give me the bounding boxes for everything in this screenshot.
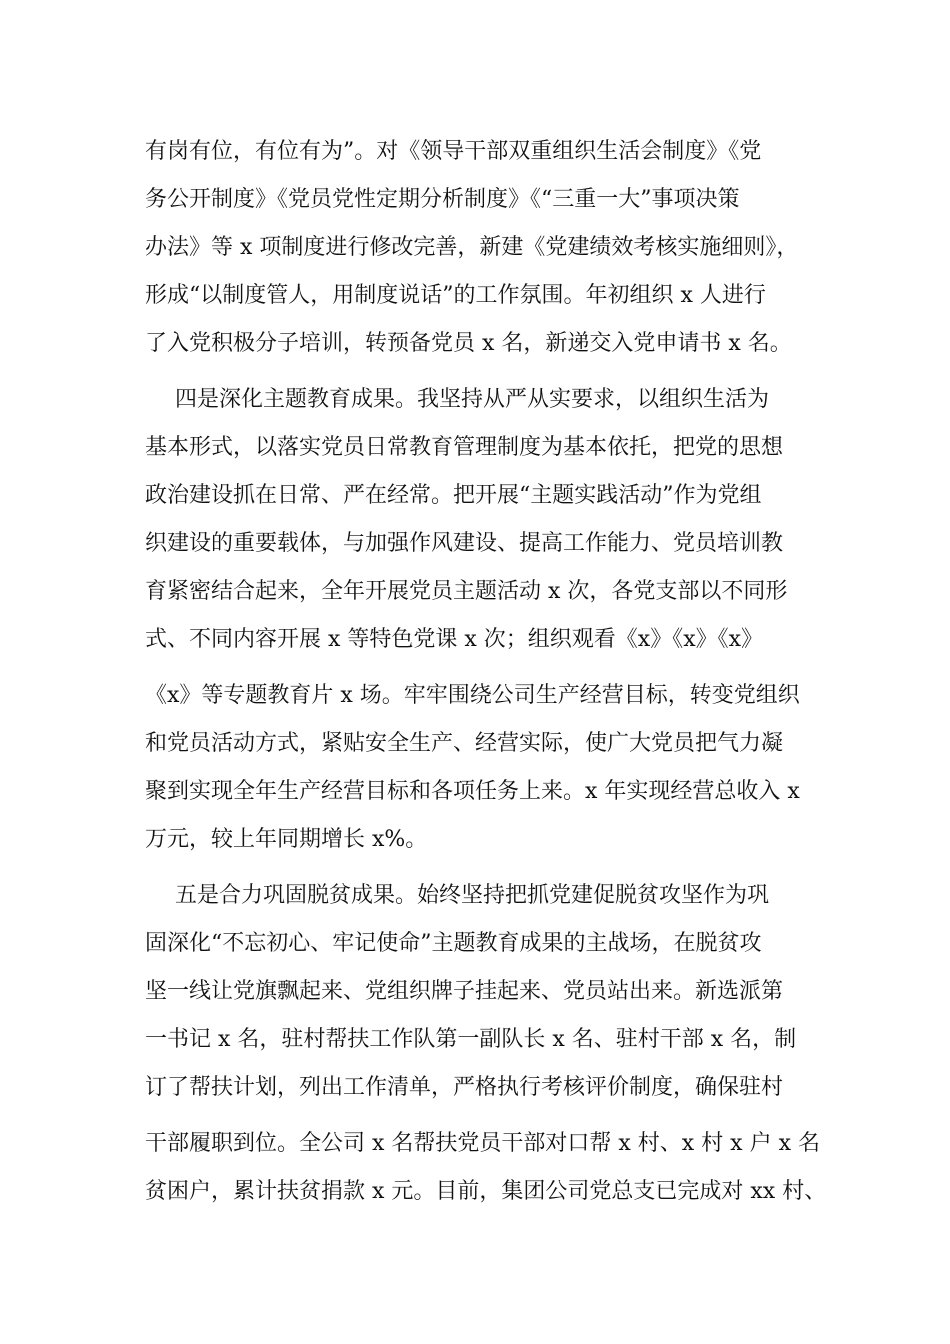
text-line: 坚一线让党旗飘起来、党组织牌子挂起来、党员站出来。新选派第	[145, 979, 784, 1004]
paragraph-start-line: 四是深化主题教育成果。我坚持从严从实要求，以组织生活为	[175, 387, 770, 412]
text-line: 织建设的重要载体，与加强作风建设、提高工作能力、党员培训教	[145, 531, 784, 556]
text-line: 和党员活动方式，紧贴安全生产、经营实际，使广大党员把气力凝	[145, 731, 784, 756]
text-line: 干部履职到位。全公司 x 名帮扶党员干部对口帮 x 村、x 村 x 户 x 名	[145, 1131, 820, 1156]
text-line: 办法》等 x 项制度进行修改完善，新建《党建绩效考核实施细则》，	[145, 235, 799, 260]
text-line: 聚到实现全年生产经营目标和各项任务上来。x 年实现经营总收入 x	[145, 779, 800, 804]
text-line: 了入党积极分子培训，转预备党员 x 名，新递交入党申请书 x 名。	[145, 331, 792, 356]
text-line: 形成“以制度管人，用制度说话”的工作氛围。年初组织 x 人进行	[145, 283, 766, 308]
text-line: 订了帮扶计划，列出工作清单，严格执行考核评价制度，确保驻村	[145, 1075, 784, 1100]
text-line: 基本形式，以落实党员日常教育管理制度为基本依托，把党的思想	[145, 435, 784, 460]
text-line: 《x》等专题教育片 x 场。牢牢围绕公司生产经营目标，转变党组织	[145, 683, 800, 708]
text-line: 政治建设抓在日常、严在经常。把开展“主题实践活动”作为党组	[145, 483, 762, 508]
text-line: 务公开制度》《党员党性定期分析制度》《“三重一大”事项决策	[145, 187, 740, 212]
text-line: 有岗有位，有位有为”。对《领导干部双重组织生活会制度》《党	[145, 139, 762, 164]
text-line: 育紧密结合起来，全年开展党员主题活动 x 次，各党支部以不同形	[145, 579, 788, 604]
text-line: 贫困户，累计扶贫捐款 x 元。目前，集团公司党总支已完成对 xx 村、	[145, 1179, 827, 1204]
paragraph-start-line: 五是合力巩固脱贫成果。始终坚持把抓党建促脱贫攻坚作为巩	[175, 883, 770, 908]
text-line: 万元，较上年同期增长 x%。	[145, 827, 428, 852]
text-line: 固深化“不忘初心、牢记使命”主题教育成果的主战场，在脱贫攻	[145, 931, 762, 956]
text-line: 一书记 x 名，驻村帮扶工作队第一副队长 x 名、驻村干部 x 名，制	[145, 1027, 797, 1052]
text-line: 式、不同内容开展 x 等特色党课 x 次；组织观看《x》《x》《x》	[145, 627, 764, 652]
